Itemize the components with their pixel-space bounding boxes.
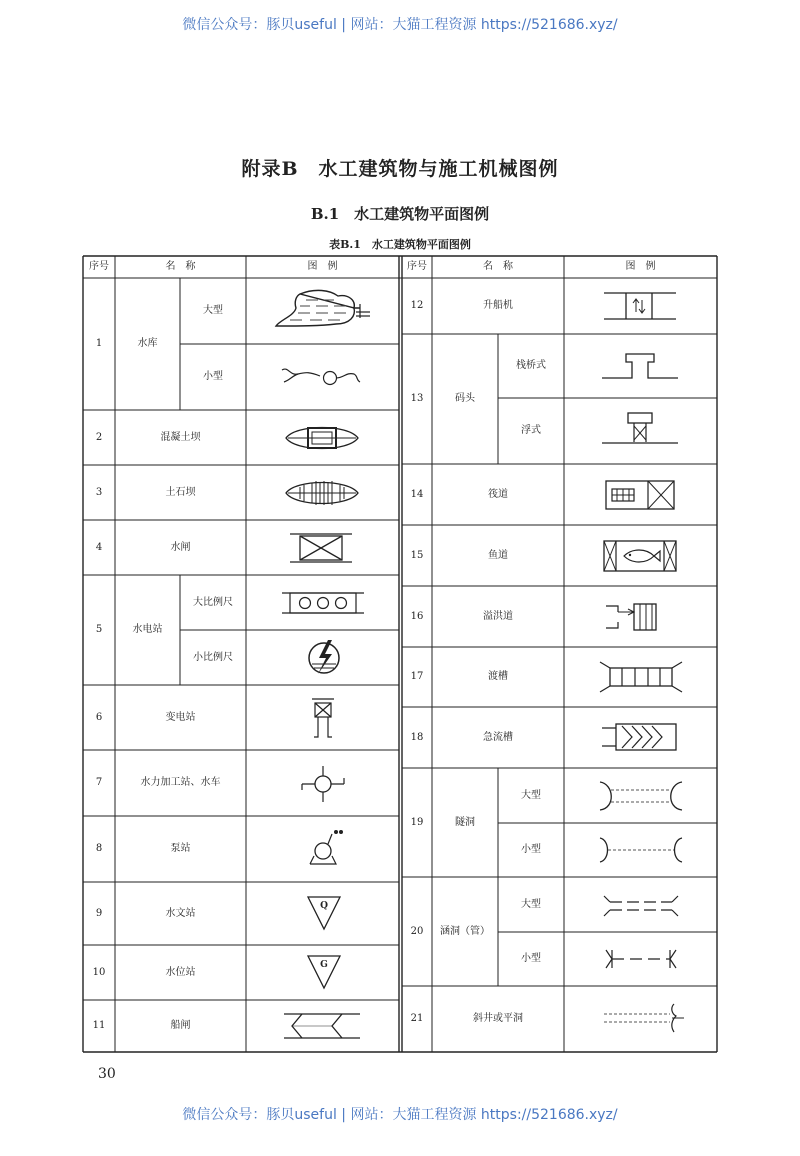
row-name: 水文站 [165, 907, 196, 919]
pumping-station-icon [306, 826, 346, 870]
row-number: 8 [95, 843, 103, 854]
row-name: 泵站 [170, 843, 191, 854]
row-subname: 大比例尺 [193, 596, 233, 608]
row-name: 升船机 [483, 300, 513, 311]
row-number: 20 [410, 925, 424, 937]
header-legend-right: 图 例 [625, 261, 656, 272]
water-level-station-letter: G [320, 959, 328, 970]
tunnel-small-icon [596, 834, 686, 866]
row-name: 码头 [455, 393, 475, 404]
row-subname: 大型 [521, 898, 541, 910]
trestle-wharf-icon [600, 348, 680, 384]
row-number: 13 [410, 393, 424, 404]
earth-rock-dam-icon [282, 475, 362, 511]
row-number: 5 [95, 624, 103, 635]
reservoir-large-icon [270, 286, 380, 336]
row-name: 溢洪道 [483, 610, 513, 622]
row-subname: 小型 [521, 953, 541, 964]
chute-icon [600, 720, 680, 754]
row-name: 土石坝 [165, 486, 196, 498]
inclined-shaft-icon [600, 1002, 686, 1034]
row-number: 1 [95, 338, 103, 349]
row-number: 18 [410, 731, 424, 743]
row-name: 筏道 [488, 488, 508, 500]
hydropower-station-large-scale-icon [282, 588, 364, 618]
appendix-title: 附录B 水工建筑物与施工机械图例 [241, 158, 559, 180]
row-name: 混凝土坝 [160, 431, 201, 443]
row-number: 10 [92, 966, 106, 978]
row-subname: 小型 [203, 371, 223, 382]
row-subname: 浮式 [521, 425, 541, 436]
row-number: 6 [95, 711, 103, 723]
row-name: 急流槽 [483, 731, 513, 743]
row-number: 19 [410, 816, 424, 828]
row-name: 渡槽 [488, 671, 508, 682]
row-name: 变电站 [165, 711, 196, 723]
substation-icon [308, 693, 338, 743]
row-number: 15 [410, 549, 424, 561]
table-caption: 表B.1 水工建筑物平面图例 [329, 238, 471, 251]
header-name-left: 名 称 [165, 261, 196, 272]
row-name: 船闸 [170, 1020, 191, 1031]
row-number: 21 [410, 1013, 424, 1024]
row-number: 7 [95, 777, 103, 788]
page-number: 30 [98, 1066, 116, 1082]
section-title: B.1 水工建筑物平面图例 [310, 205, 490, 223]
row-name: 水电站 [132, 624, 163, 635]
floating-wharf-icon [600, 410, 680, 450]
row-number: 9 [95, 907, 103, 919]
row-name: 水闸 [170, 541, 191, 553]
row-subname: 小型 [521, 844, 541, 855]
row-subname: 栈桥式 [516, 360, 546, 371]
row-number: 4 [95, 541, 103, 553]
raft-way-icon [604, 478, 676, 512]
watermark-top: 微信公众号：豚贝useful | 网站：大猫工程资源 https://521686.xyz/ [182, 17, 618, 33]
reservoir-small-icon [276, 360, 366, 394]
row-name: 涵洞（管） [440, 925, 490, 937]
aqueduct-icon [598, 660, 684, 694]
water-mill-icon [298, 762, 348, 806]
row-number: 12 [410, 300, 424, 311]
row-subname: 小比例尺 [193, 651, 233, 663]
hydrological-station-letter: Q [320, 900, 328, 911]
row-name: 隧洞 [455, 816, 475, 828]
spillway-icon [604, 596, 664, 638]
row-number: 2 [95, 431, 103, 443]
row-name: 斜井或平洞 [473, 1013, 523, 1024]
row-name: 水位站 [165, 966, 196, 978]
row-number: 16 [410, 610, 424, 622]
ship-lock-icon [282, 1010, 362, 1042]
concrete-dam-icon [282, 420, 362, 456]
header-no-right: 序号 [407, 261, 427, 272]
tunnel-large-icon [596, 778, 686, 814]
row-name: 鱼道 [488, 549, 508, 561]
header-name-right: 名 称 [483, 261, 513, 272]
row-number: 11 [92, 1020, 106, 1031]
row-name: 水库 [137, 338, 158, 349]
header-no-left: 序号 [89, 261, 109, 272]
row-number: 14 [410, 488, 424, 500]
header-legend-left: 图 例 [307, 261, 338, 272]
ship-lift-icon [602, 290, 678, 322]
culvert-small-icon [604, 948, 678, 970]
row-subname: 大型 [521, 789, 541, 801]
sluice-gate-icon [288, 530, 354, 566]
row-number: 17 [410, 671, 424, 682]
row-subname: 大型 [203, 305, 223, 316]
fishway-icon [602, 538, 678, 574]
row-number: 3 [95, 486, 103, 498]
hydropower-station-small-scale-icon [304, 636, 344, 678]
row-name: 水力加工站、水车 [140, 777, 221, 788]
culvert-large-icon [602, 894, 680, 918]
watermark-bottom: 微信公众号：豚贝useful | 网站：大猫工程资源 https://521686.xyz/ [182, 1107, 618, 1123]
